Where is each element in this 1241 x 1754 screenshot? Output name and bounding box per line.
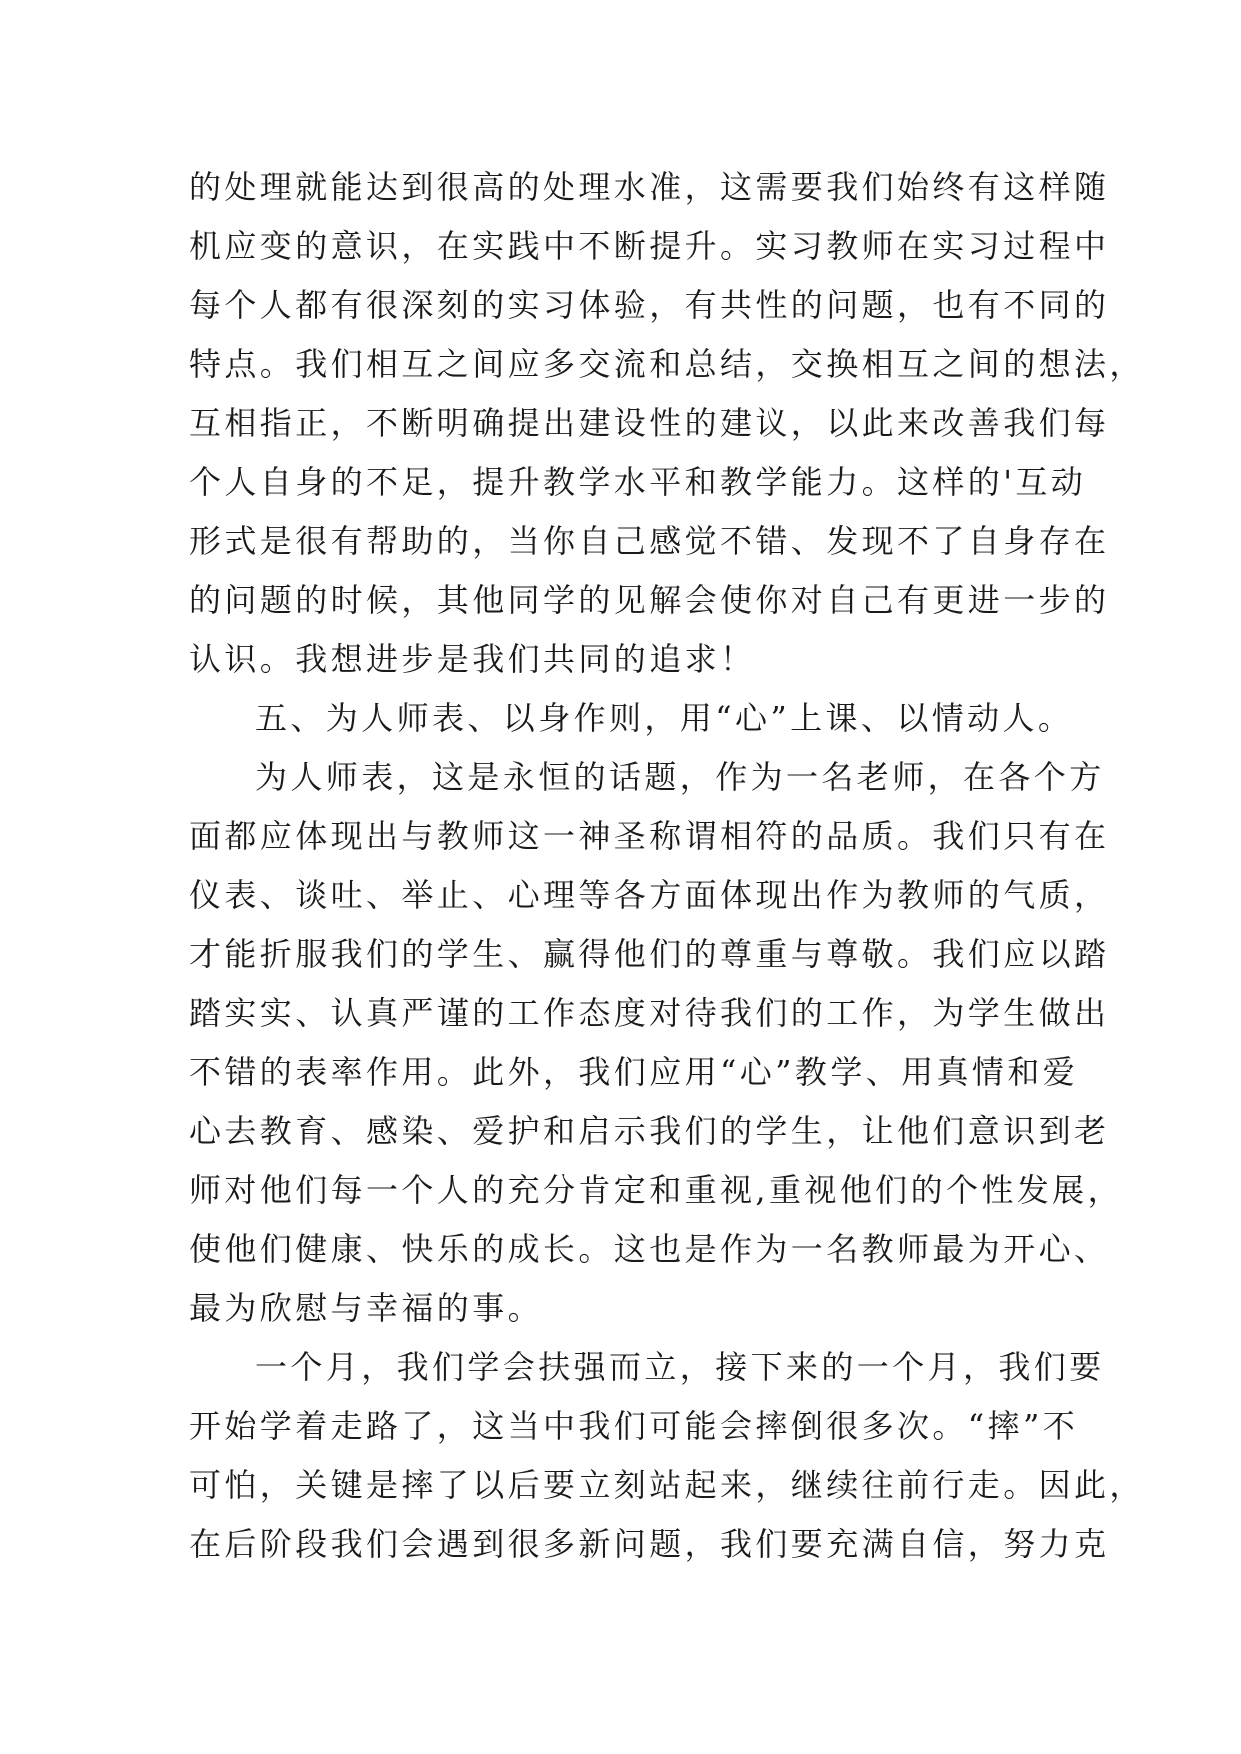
text-line-8: 的问题的时候，其他同学的见解会使你对自己有更进一步的 bbox=[189, 581, 1110, 619]
text-line-1: 的处理就能达到很高的处理水准，这需要我们始终有这样随 bbox=[189, 168, 1110, 206]
text-line-12: 面都应体现出与教师这一神圣称谓相符的品质。我们只有在 bbox=[189, 817, 1110, 855]
text-line-6: 个人自身的不足，提升教学水平和教学能力。这样的'互动 bbox=[189, 463, 1087, 501]
text-line-18: 师对他们每一个人的充分肯定和重视,重视他们的个性发展， bbox=[189, 1171, 1123, 1209]
text-line-2: 机应变的意识，在实践中不断提升。实习教师在实习过程中 bbox=[189, 227, 1110, 265]
text-line-5: 互相指正，不断明确提出建设性的建议，以此来改善我们每 bbox=[189, 404, 1110, 442]
body-text bbox=[189, 158, 1145, 1574]
text-line-3: 每个人都有很深刻的实习体验，有共性的问题，也有不同的 bbox=[189, 286, 1110, 324]
text-line-16: 不错的表率作用。此外，我们应用“心”教学、用真情和爱 bbox=[189, 1053, 1079, 1091]
text-line-13: 仪表、谈吐、举止、心理等各方面体现出作为教师的气质， bbox=[189, 876, 1110, 914]
text-line-24: 在后阶段我们会遇到很多新问题，我们要充满自信，努力克 bbox=[189, 1525, 1110, 1563]
text-line-11: 为人师表，这是永恒的话题，作为一名老师，在各个方 bbox=[255, 758, 1105, 796]
text-line-15: 踏实实、认真严谨的工作态度对待我们的工作，为学生做出 bbox=[189, 994, 1110, 1032]
section-heading: 五、为人师表、以身作则，用“心”上课、以情动人。 bbox=[255, 699, 1074, 737]
text-line-9: 认识。我想进步是我们共同的追求！ bbox=[189, 640, 756, 678]
text-line-19: 使他们健康、快乐的成长。这也是作为一名教师最为开心、 bbox=[189, 1230, 1110, 1268]
text-line-23: 可怕，关键是摔了以后要立刻站起来，继续往前行走。因此， bbox=[189, 1466, 1145, 1504]
text-line-20: 最为欣慰与幸福的事。 bbox=[189, 1289, 544, 1327]
text-line-22: 开始学着走路了，这当中我们可能会摔倒很多次。“摔”不 bbox=[189, 1407, 1079, 1445]
text-line-17: 心去教育、感染、爱护和启示我们的学生，让他们意识到老 bbox=[189, 1112, 1110, 1150]
text-line-21: 一个月，我们学会扶强而立，接下来的一个月，我们要 bbox=[255, 1348, 1105, 1386]
text-line-7: 形式是很有帮助的，当你自己感觉不错、发现不了自身存在 bbox=[189, 522, 1110, 560]
text-line-14: 才能折服我们的学生、赢得他们的尊重与尊敬。我们应以踏 bbox=[189, 935, 1110, 973]
text-line-4: 特点。我们相互之间应多交流和总结，交换相互之间的想法， bbox=[189, 345, 1145, 383]
